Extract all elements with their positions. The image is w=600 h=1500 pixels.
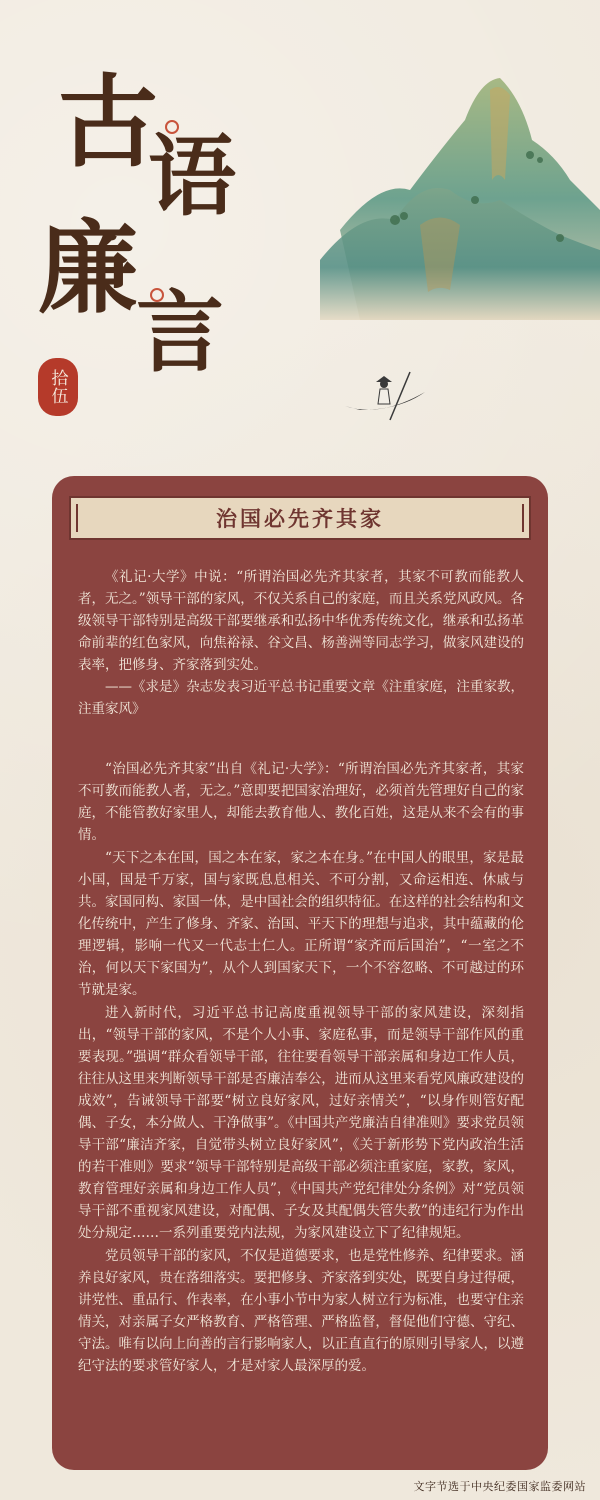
body-paragraph: “治国必先齐其家”出自《礼记·大学》：“所谓治国必先齐其家者，其家不可教而能教人者，无之。”意即要把国家治理好，必须首先管理好自己的家庭，不能管教好家里人，却能去教育他人、教化百姓，这是从来不会有的事情。 bbox=[78, 761, 524, 843]
body-paragraph: 进入新时代，习近平总书记高度重视领导干部的家风建设，深刻指出，“领导干部的家风，不是个人小事、家庭私事，而是领导干部作风的重要表现。”强调“群众看领导干部，往往要看领导干部亲属和身边工作人员，往往从这里来判断领导干部是否廉洁奉公，进而从这里来看党风廉政建设的成效”，告诫领导干部要“树立良好家风，过好亲情关”，“以身作则管好配偶、子女，本分做人、干净做事”。《中国共产党廉洁自律准则》要求党员领导干部“廉洁齐家，自觉带头树立良好家风”，《关于新形势下党内政治生活的若干准则》要求“领导干部特别是高级干部必须注重家庭，家教，家风，教育管理好亲属和身边工作人员”，《中国共产党纪律处分条例》对“党员领导干部不重视家风建设，对配偶、子女及其配偶失管失教”的违纪行为作出处分规定……一系列重要党内法规，为家风建设立下了纪律规矩。 bbox=[78, 1005, 524, 1241]
source-credit: 文字节选于中央纪委国家监委网站 bbox=[413, 1480, 586, 1493]
title-char-3: 廉 bbox=[38, 209, 138, 327]
panel-heading: 治国必先齐其家 bbox=[216, 506, 384, 531]
body-text bbox=[78, 758, 524, 1378]
boat-fisherman-illustration bbox=[340, 362, 430, 422]
content-panel bbox=[52, 476, 548, 1470]
quote-block bbox=[78, 566, 524, 720]
title-char-2: 语 bbox=[148, 124, 237, 228]
quote-source: ——《求是》杂志发表习近平总书记重要文章《注重家庭，注重家教，注重家风》 bbox=[78, 679, 524, 717]
decorative-dot-icon bbox=[165, 120, 179, 134]
body-paragraph: “天下之本在国，国之本在家，家之本在身。”在中国人的眼里，家是最小国，国是千万家，国与家既息息相关、不可分割，又命运相连、休戚与共。家国同构、家国一体，是中国社会的组织特征。在这样的社会结构和文化传统中，产生了修身、齐家、治国、平天下的理想与追求，其中蕴藏的伦理逻辑，影响一代又一代志士仁人。正所谓“家齐而后国治”，“一室之不治，何以天下家国为”，从个人到国家天下，一个不容忽略、不可越过的环节就是家。 bbox=[78, 850, 524, 998]
title-char-4: 言 bbox=[136, 280, 225, 384]
mountain-landscape-illustration bbox=[300, 60, 600, 320]
decorative-dot-icon bbox=[150, 288, 164, 302]
body-paragraph: 党员领导干部的家风，不仅是道德要求，也是党性修养、纪律要求。涵养良好家风，贵在落细落实。要把修身、齐家落到实处，既要自身过得硬，讲党性、重品行、作表率，在小事小节中为家人树立行为标准，也要守住亲情关，对亲属子女严格教育、严格管理、严格监督，督促他们守德、守纪、守法。唯有以向上向善的言行影响家人，以正直直行的原则引导家人，以遵纪守法的要求管好家人，才是对家人最深厚的爱。 bbox=[78, 1248, 524, 1374]
heading-bar bbox=[69, 496, 531, 540]
title-char-1: 古 bbox=[58, 63, 158, 181]
quote-text: 《礼记·大学》中说：“所谓治国必先齐其家者，其家不可教而能教人者，无之。”领导干部的家风，不仅关系自己的家庭，而且关系党风政风。各级领导干部特别是高级干部要继承和弘扬中华优秀传统文化，继承和弘扬革命前辈的红色家风，向焦裕禄、谷文昌、杨善洲等同志学习，做家风建设的表率，把修身、齐家落到实处。 bbox=[78, 569, 524, 673]
seal-stamp: 拾伍 bbox=[38, 358, 78, 416]
